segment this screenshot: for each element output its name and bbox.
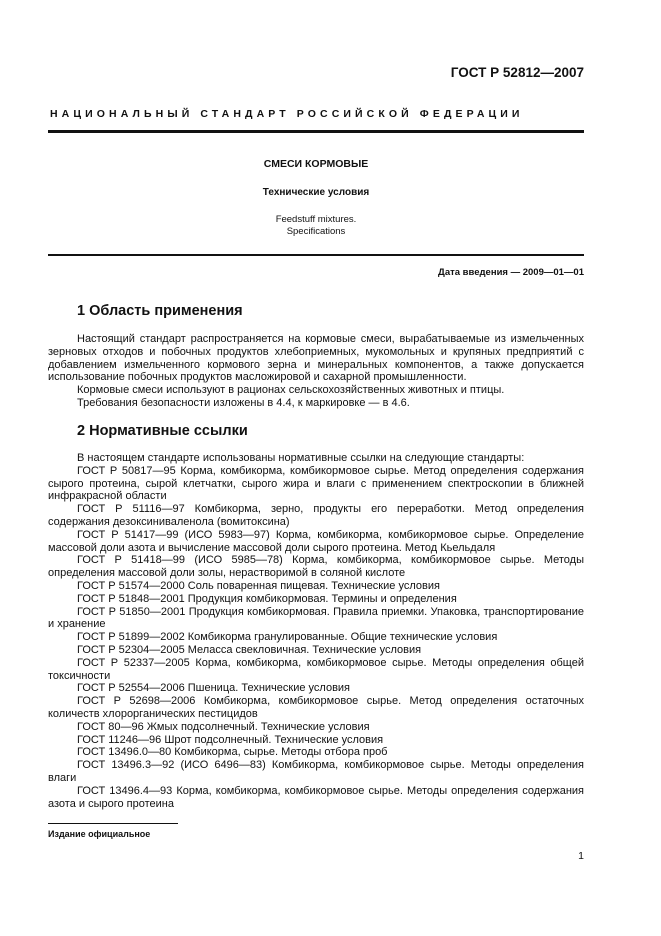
national-standard-banner: НАЦИОНАЛЬНЫЙ СТАНДАРТ РОССИЙСКОЙ ФЕДЕРАЦИИ (50, 108, 524, 120)
reference-item: ГОСТ Р 52698—2006 Комбикорма, комбикормовое сырье. Метод определения остаточных количеств хлорорганических пестицидов (48, 695, 584, 720)
document-title: СМЕСИ КОРМОВЫЕ (263, 158, 369, 170)
english-title-line-1: Feedstuff mixtures. (275, 214, 357, 225)
section-1-paragraph: Настоящий стандарт распространяется на кормовые смеси, вырабатываемые из измельченных зерновых отходов и побочных продуктов хлебоприемных, мукомольных и крупяных предприятий с добавлением измельченного кормового зерна и минеральных компонентов, а также допускается использование побочных продуктов масложировой и сахарной промышленности. (48, 333, 584, 384)
reference-item: ГОСТ Р 51899—2002 Комбикорма гранулированные. Общие технические условия (77, 631, 498, 644)
reference-item: ГОСТ 13496.0—80 Комбикорма, сырье. Методы отбора проб (77, 746, 388, 759)
reference-item: ГОСТ 13496.4—93 Корма, комбикорма, комбикормовое сырье. Методы определения содержания азота и сырого протеина (48, 784, 584, 810)
reference-item: ГОСТ Р 51574—2000 Соль поваренная пищевая. Технические условия (77, 579, 440, 592)
section-1-paragraph: Требования безопасности изложены в 4.4, к маркировке — в 4.6. (77, 396, 410, 409)
reference-item: ГОСТ Р 52304—2005 Меласса свекловичная. Технические условия (77, 643, 422, 656)
english-title-line-2: Specifications (286, 226, 346, 237)
reference-item: ГОСТ 13496.3—92 (ИСО 6496—83) Комбикорма, комбикормовое сырье. Методы определения влаги (48, 759, 584, 784)
middle-rule (48, 254, 584, 256)
reference-item: ГОСТ Р 51417—99 (ИСО 5983—97) Корма, комбикорма, комбикормовое сырье. Определение массовой доли азота и вычисление массовой доли сырого протеина. Метод Кьельдаля (48, 528, 584, 554)
standard-code: ГОСТ Р 52812—2007 (450, 65, 584, 80)
reference-item: ГОСТ Р 52337—2005 Корма, комбикорма, комбикормовое сырье. Методы определения общей токсичности (48, 656, 584, 682)
section-1-paragraph: Кормовые смеси используют в рационах сельскохозяйственных животных и птицы. (77, 384, 505, 397)
reference-item: ГОСТ Р 51850—2001 Продукция комбикормовая. Правила приемки. Упаковка, транспортирование и хранение (48, 605, 584, 631)
reference-item: ГОСТ Р 51418—99 (ИСО 5985—78) Корма, комбикорма, комбикормовое сырье. Методы определения массовой доли золы, нерастворимой в соляной кислоте (48, 554, 584, 580)
document-subtitle: Технические условия (262, 187, 370, 198)
section-2-intro: В настоящем стандарте использованы нормативные ссылки на следующие стандарты: (77, 452, 525, 464)
reference-item: ГОСТ 80—96 Жмых подсолнечный. Технические условия (77, 720, 370, 733)
footer-rule (48, 823, 178, 824)
reference-item: ГОСТ 11246—96 Шрот подсолнечный. Технические условия (77, 733, 384, 746)
reference-item: ГОСТ Р 52554—2006 Пшеница. Технические условия (77, 682, 351, 695)
reference-item: ГОСТ Р 50817—95 Корма, комбикорма, комбикормовое сырье. Метод определения содержания сырого протеина, сырой клетчатки, сырого жира и влаги с применением спектроскопии в ближней инфракрасной области (48, 464, 584, 503)
section-1-heading: 1 Область применения (77, 303, 243, 319)
page-number: 1 (578, 850, 584, 862)
introduction-date: Дата введения — 2009—01—01 (438, 267, 584, 278)
reference-item: ГОСТ Р 51848—2001 Продукция комбикормовая. Термины и определения (77, 592, 457, 605)
reference-item: ГОСТ Р 51116—97 Комбикорма, зерно, продукты его переработки. Метод определения содержания дезоксиниваленола (вомитоксина) (48, 503, 584, 528)
section-2-body (48, 452, 584, 810)
edition-label: Издание официальное (48, 829, 151, 839)
section-2-heading: 2 Нормативные ссылки (77, 423, 248, 439)
section-1-body (48, 333, 584, 410)
top-rule (48, 130, 584, 133)
